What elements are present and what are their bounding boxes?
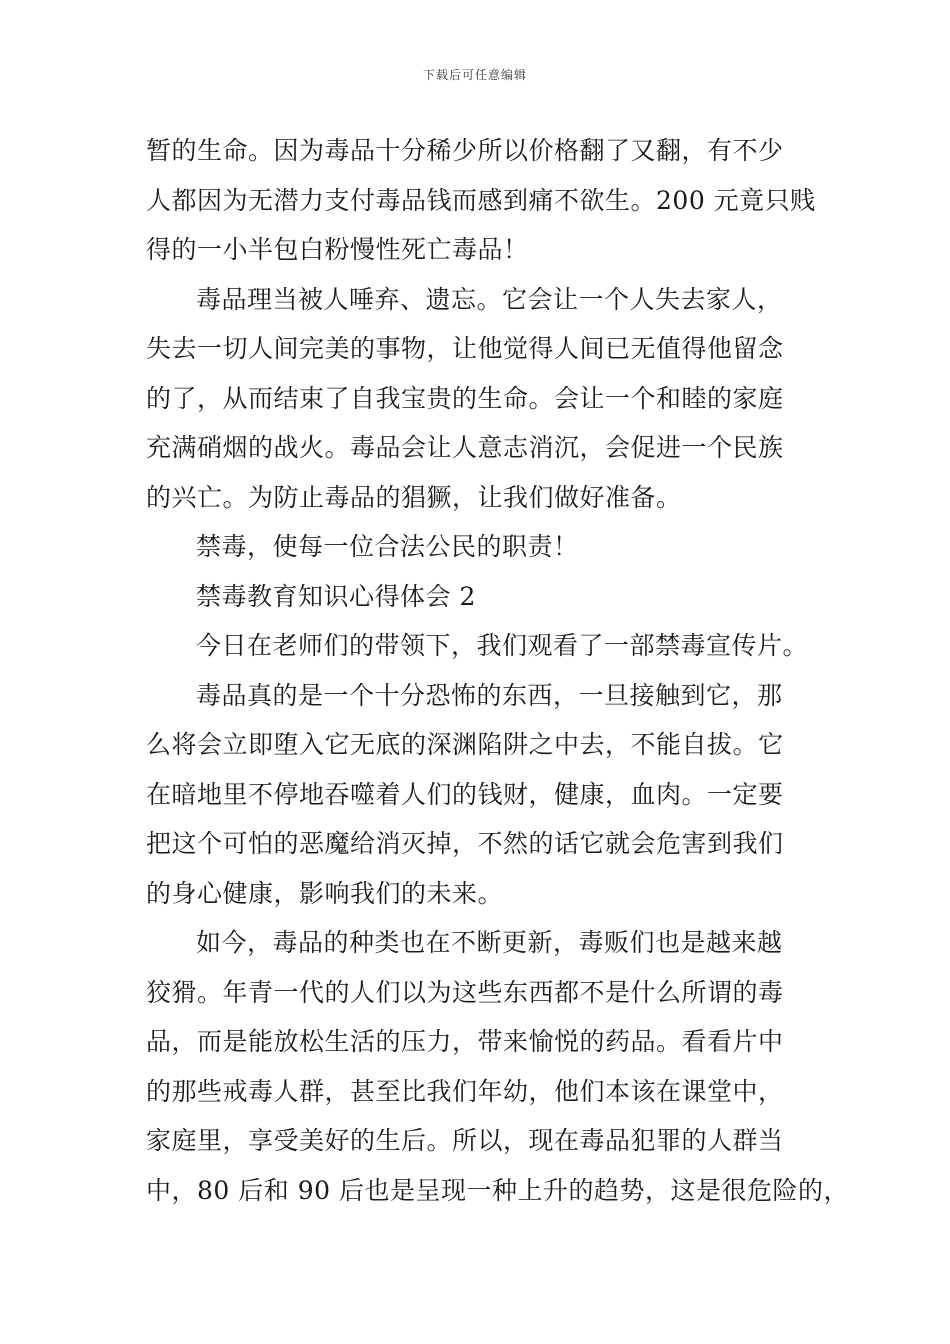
text-line: 失去一切人间完美的事物，让他觉得人间已无值得他留念 <box>146 334 784 363</box>
page-header-note: 下载后可任意编辑 <box>422 68 527 82</box>
document-body <box>146 126 849 1215</box>
text-line: 的身心健康，影响我们的未来。 <box>146 878 504 908</box>
text-line: 的兴亡。为防止毒品的猖獗，让我们做好准备。 <box>146 482 682 512</box>
text-line: 充满硝烟的战火。毒品会让人意志消沉，会促进一个民族 <box>146 433 784 462</box>
text-line: 禁毒，使每一位合法公民的职责！ <box>196 532 579 561</box>
text-line: 的了，从而结束了自我宝贵的生命。会让一个和睦的家庭 <box>146 383 784 413</box>
text-line: 毒品真的是一个十分恐怖的东西，一旦接触到它，那 <box>196 680 783 710</box>
text-line: 么将会立即堕入它无底的深渊陷阱之中去，不能自拔。它 <box>146 730 784 759</box>
text-line: 毒品理当被人唾弃、遗忘。它会让一个人失去家人， <box>196 284 783 314</box>
text-line: 品，而是能放松生活的压力，带来愉悦的药品。看看片中 <box>146 1027 784 1056</box>
text-line: 得的一小半包白粉慢性死亡毒品！ <box>146 235 529 264</box>
text-line: 今日在老师们的带领下，我们观看了一部禁毒宣传片。 <box>196 631 809 660</box>
text-line: 人都因为无潜力支付毒品钱而感到痛不欲生。200 元竟只贱 <box>146 185 816 215</box>
text-line: 如今，毒品的种类也在不断更新，毒贩们也是越来越 <box>196 928 783 957</box>
text-line: 中，80 后和 90 后也是呈现一种上升的趋势，这是很危险的， <box>146 1175 849 1205</box>
text-line: 的那些戒毒人群，甚至比我们年幼，他们本该在课堂中， <box>146 1076 784 1106</box>
text-line: 在暗地里不停地吞噬着人们的钱财，健康，血肉。一定要 <box>146 779 784 809</box>
section-heading: 禁毒教育知识心得体会 2 <box>196 581 476 611</box>
text-line: 家庭里，享受美好的生后。所以，现在毒品犯罪的人群当 <box>146 1126 784 1155</box>
text-line: 把这个可怕的恶魔给消灭掉，不然的话它就会危害到我们 <box>146 829 784 858</box>
text-line: 暂的生命。因为毒品十分稀少所以价格翻了又翻，有不少 <box>146 136 784 165</box>
text-line: 狡猾。年青一代的人们以为这些东西都不是什么所谓的毒 <box>146 977 784 1007</box>
